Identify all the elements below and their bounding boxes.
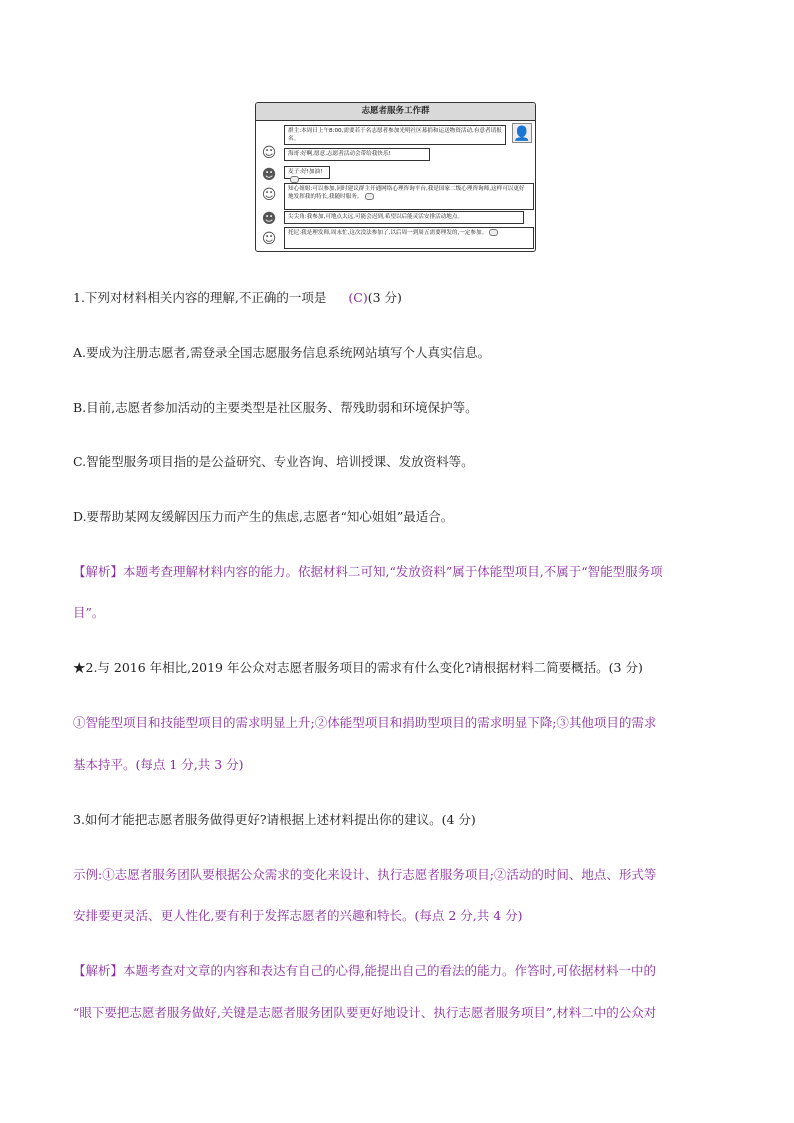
- avatar-icon: ☺: [261, 187, 277, 203]
- emoji-icon: [290, 176, 299, 183]
- chat-title: 志愿者服务工作群: [256, 103, 535, 121]
- question-3-stem: 3.如何才能把志愿者服务做得更好?请根据上述材料提出你的建议。(4 分): [73, 812, 476, 827]
- answer-2-line2: 基本持平。(每点 1 分,共 3 分): [73, 757, 244, 772]
- option-c: C.智能型服务项目指的是公益研究、专业咨询、培训授课、发放资料等。: [73, 454, 474, 469]
- option-a: A.要成为注册志愿者,需登录全国志愿服务信息系统网站填写个人真实信息。: [73, 345, 490, 360]
- chat-message-text: 麦子:好!加油!: [288, 169, 323, 175]
- chat-message: 群主:本周日上午8:00,需要若干名志愿者参加光明社区募捐和运送物资活动,有意者请报名。: [284, 125, 506, 145]
- question-1-answer: (C): [348, 290, 368, 305]
- chat-message: [284, 166, 330, 179]
- chat-message: 海哥:好啊,愿意,志愿者活动会带给我快乐!: [284, 148, 430, 161]
- chat-message: [284, 227, 534, 249]
- emoji-icon: [365, 193, 374, 200]
- chat-message: 尖尖角:我参加,可地点太远,可能会迟到,希望以后能灵活安排活动地点。: [284, 211, 524, 224]
- analysis-1-line1: 【解析】本题考查理解材料内容的能力。依据材料二可知,“发放资料”属于体能型项目,不属于“智能型服务项: [73, 564, 663, 579]
- chat-figure: [255, 102, 536, 252]
- chat-message: [284, 183, 534, 210]
- analysis-3-line1: 【解析】本题考查对文章的内容和表达有自己的心得,能提出自己的看法的能力。作答时,可依据材料一中的: [73, 963, 656, 978]
- emoji-icon: [489, 229, 498, 236]
- question-1-points: (3 分): [367, 290, 402, 305]
- question-1-stem: 1.下列对材料相关内容的理解,不正确的一项是: [73, 290, 327, 305]
- answer-3-line2: 安排要更灵活、更人性化,要有利于发挥志愿者的兴趣和特长。(每点 2 分,共 4 分): [73, 908, 523, 923]
- option-b: B.目前,志愿者参加活动的主要类型是社区服务、帮残助弱和环境保护等。: [73, 400, 478, 415]
- question-2-stem: ★2.与 2016 年相比,2019 年公众对志愿者服务项目的需求有什么变化?请根据材料二简要概括。(3 分): [73, 660, 643, 675]
- analysis-3-line2: “眼下要把志愿者服务做好,关键是志愿者服务团队要更好地设计、执行志愿者服务项目”,材料二中的公众对: [73, 1005, 657, 1020]
- option-d: D.要帮助某网友缓解因压力而产生的焦虑,志愿者“知心姐姐”最适合。: [73, 509, 454, 524]
- answer-2-line1: ①智能型项目和技能型项目的需求明显上升;②体能型项目和捐助型项目的需求明显下降;③其他项目的需求: [73, 715, 657, 730]
- avatar-icon: ☺: [261, 231, 277, 247]
- avatar-icon: ☻: [261, 167, 277, 183]
- avatar-icon: 👤: [512, 123, 532, 143]
- answer-3-line1: 示例:①志愿者服务团队要根据公众需求的变化来设计、执行志愿者服务项目;②活动的时间、地点、形式等: [73, 867, 657, 882]
- chat-message-text: 知心姐姐:可以参加,同时建议群主开通网络心理咨询平台,我是国家二级心理咨询师,这样可以更好地发挥我的特长,我随时服务。: [288, 186, 525, 200]
- question-1: [73, 288, 733, 308]
- avatar-icon: ☻: [261, 211, 277, 227]
- chat-message-text: 托尼:我是理发师,周末忙,这次没法参加了,以后周一到周五需要理发的,一定参加。: [288, 230, 488, 236]
- avatar-icon: ☺: [261, 145, 277, 161]
- analysis-1-line2: 目”。: [73, 605, 105, 620]
